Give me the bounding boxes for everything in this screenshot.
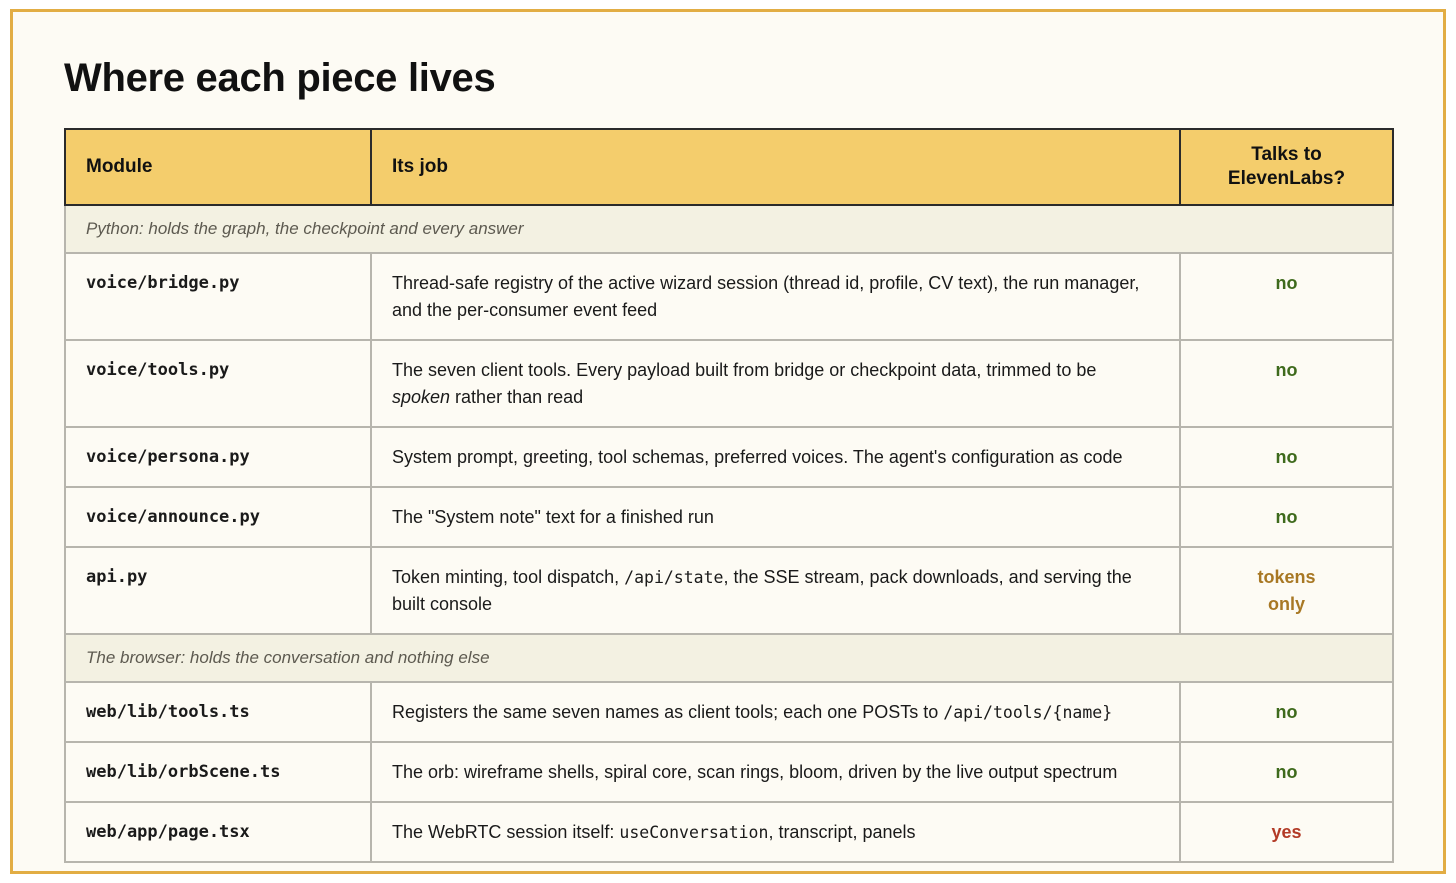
job-cell xyxy=(371,427,1180,487)
table-row xyxy=(65,340,1393,427)
job-text: , the SSE stream, pack downloads, and serving the built console xyxy=(392,567,1132,614)
job-cell xyxy=(371,682,1180,742)
answer-cell: no xyxy=(1180,742,1393,802)
job-text: Token minting, tool dispatch, xyxy=(392,567,625,587)
job-text: The seven client tools. Every payload built from bridge or checkpoint data, trimmed to be xyxy=(392,360,1097,380)
answer-line: tokens xyxy=(1257,567,1316,587)
job-emphasis: spoken xyxy=(392,387,451,407)
column-header-talks-line1: Talks to xyxy=(1251,144,1322,165)
answer-cell: yes xyxy=(1180,802,1393,862)
job-text: System prompt, greeting, tool schemas, preferred voices. The agent's configuration as code xyxy=(392,447,1123,467)
module-cell: web/lib/orbScene.ts xyxy=(65,742,371,802)
module-cell: voice/persona.py xyxy=(65,427,371,487)
job-text: The "System note" text for a finished run xyxy=(392,507,714,527)
card-frame xyxy=(10,9,1446,874)
group-row-browser xyxy=(65,634,1393,682)
answer-cell: no xyxy=(1180,253,1393,340)
job-cell xyxy=(371,802,1180,862)
table-row xyxy=(65,802,1393,862)
answer-cell: no xyxy=(1180,487,1393,547)
answer-cell xyxy=(1180,547,1393,634)
job-text: rather than read xyxy=(450,387,584,407)
job-text: The orb: wireframe shells, spiral core, scan rings, bloom, driven by the live output spectrum xyxy=(392,762,1118,782)
job-cell xyxy=(371,742,1180,802)
table-row xyxy=(65,682,1393,742)
job-code: useConversation xyxy=(619,823,769,842)
column-header-talks xyxy=(1180,129,1393,205)
table-row xyxy=(65,742,1393,802)
group-label: Python: holds the graph, the checkpoint and every answer xyxy=(65,205,1393,253)
column-header-talks-line2: ElevenLabs? xyxy=(1227,168,1346,189)
module-cell: web/app/page.tsx xyxy=(65,802,371,862)
group-label: The browser: holds the conversation and nothing else xyxy=(65,634,1393,682)
answer-cell: no xyxy=(1180,427,1393,487)
answer-cell: no xyxy=(1180,682,1393,742)
job-text: Registers the same seven names as client tools; each one POSTs to xyxy=(392,702,944,722)
column-header-module: Module xyxy=(65,129,371,205)
page-title: Where each piece lives xyxy=(64,56,496,100)
modules-table xyxy=(64,128,1394,863)
table-row xyxy=(65,547,1393,634)
module-cell: web/lib/tools.ts xyxy=(65,682,371,742)
job-cell xyxy=(371,253,1180,340)
group-row-python xyxy=(65,205,1393,253)
job-text: , transcript, panels xyxy=(768,822,916,842)
job-cell xyxy=(371,487,1180,547)
module-cell: voice/bridge.py xyxy=(65,253,371,340)
table-row xyxy=(65,427,1393,487)
job-cell xyxy=(371,547,1180,634)
job-text: Thread-safe registry of the active wizard session (thread id, profile, CV text), the run manager, and the per-consumer event feed xyxy=(392,273,1140,320)
job-cell xyxy=(371,340,1180,427)
module-cell: voice/announce.py xyxy=(65,487,371,547)
job-code: /api/tools/{name} xyxy=(943,703,1113,722)
header-row xyxy=(65,129,1393,205)
column-header-job: Its job xyxy=(371,129,1180,205)
module-cell: voice/tools.py xyxy=(65,340,371,427)
job-text: The WebRTC session itself: xyxy=(392,822,620,842)
table-row xyxy=(65,253,1393,340)
table-row xyxy=(65,487,1393,547)
module-cell: api.py xyxy=(65,547,371,634)
job-code: /api/state xyxy=(624,568,724,587)
answer-line: only xyxy=(1267,594,1305,614)
answer-cell: no xyxy=(1180,340,1393,427)
